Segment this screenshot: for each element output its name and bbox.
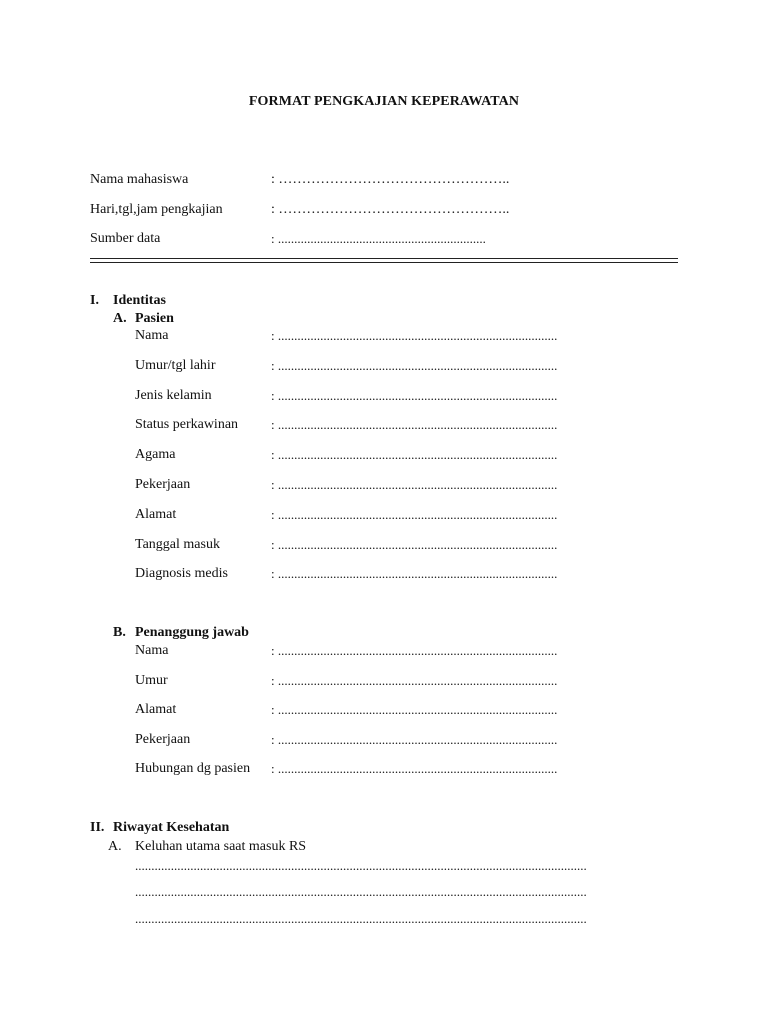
field-value[interactable]: : ...................................................................................... [271, 506, 558, 522]
field-label: Pekerjaan [135, 477, 191, 492]
field-label: Umur/tgl lahir [135, 357, 216, 373]
divider-bottom [90, 262, 678, 263]
field-value[interactable]: : ...................................................................................... [271, 566, 558, 582]
section1-title: Identitas [113, 293, 166, 308]
field-label: Diagnosis medis [135, 566, 228, 582]
section1-subB-title: Penanggung jawab [135, 625, 249, 640]
page-title: FORMAT PENGKAJIAN KEPERAWATAN [248, 94, 520, 109]
field-label: Hubungan dg pasien [135, 761, 251, 777]
field-value[interactable]: : ...................................................................................... [271, 477, 558, 492]
field-label: Tanggal masuk [135, 536, 220, 552]
keluhan-line-3[interactable]: ........................................................................................................................................... [135, 911, 587, 926]
field-value[interactable]: : ...................................................................................... [271, 761, 558, 777]
field-label: Jenis kelamin [135, 387, 212, 403]
field-label: Nama [135, 643, 169, 658]
field-value[interactable]: : ...................................................................................... [271, 731, 558, 747]
section1-subA-title: Pasien [135, 311, 174, 326]
section2-title: Riwayat Kesehatan [113, 820, 230, 835]
section1-number: I. [90, 293, 99, 308]
field-value[interactable]: : ...................................................................................... [271, 447, 558, 463]
field-value[interactable]: : ...................................................................................... [271, 702, 558, 718]
header-value-sumber-data[interactable]: : ................................................................ [271, 231, 486, 246]
keluhan-line-1[interactable]: ........................................................................................................................................... [135, 858, 587, 873]
section1-subA-letter: A. [113, 311, 127, 326]
field-value[interactable]: : ...................................................................................... [271, 643, 558, 658]
field-value[interactable]: : ...................................................................................... [271, 387, 558, 403]
section2-subA-title: Keluhan utama saat masuk RS [135, 839, 307, 854]
field-value[interactable]: : ...................................................................................... [271, 536, 558, 552]
field-value[interactable]: : ...................................................................................... [271, 328, 558, 343]
header-value-hari-tgl-jam[interactable]: : ………………………………………….. [271, 202, 510, 217]
field-label: Umur [135, 672, 168, 688]
divider-top [90, 258, 678, 259]
section2-number: II. [90, 820, 105, 835]
header-label-sumber-data: Sumber data [90, 231, 161, 246]
field-label: Pekerjaan [135, 731, 191, 747]
field-value[interactable]: : ...................................................................................... [271, 417, 558, 433]
field-label: Status perkawinan [135, 417, 239, 433]
header-label-nama-mahasiswa: Nama mahasiswa [90, 172, 189, 187]
section1-subB-letter: B. [113, 625, 126, 640]
field-label: Alamat [135, 702, 177, 718]
header-label-hari-tgl-jam: Hari,tgl,jam pengkajian [90, 202, 223, 217]
field-value[interactable]: : ...................................................................................... [271, 357, 558, 373]
field-value[interactable]: : ...................................................................................... [271, 672, 558, 688]
field-label: Agama [135, 447, 176, 463]
field-label: Nama [135, 328, 169, 343]
field-label: Alamat [135, 506, 177, 522]
header-value-nama-mahasiswa[interactable]: : ………………………………………….. [271, 172, 510, 187]
keluhan-line-2[interactable]: ........................................................................................................................................... [135, 884, 587, 899]
section2-subA-letter: A. [108, 839, 122, 854]
